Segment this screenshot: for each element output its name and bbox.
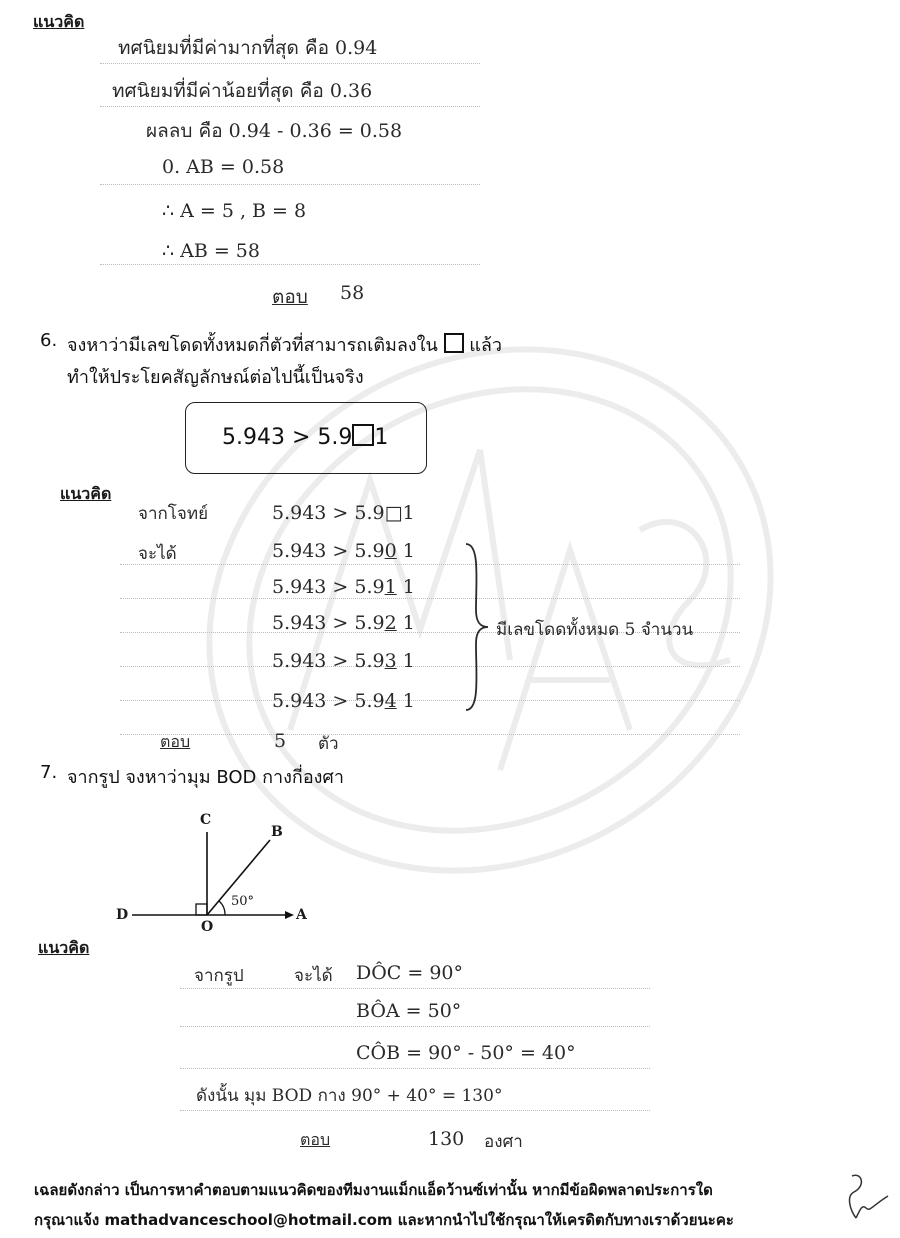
question-text <box>67 330 502 359</box>
question-text-part: แล้ว <box>469 335 503 356</box>
label-angle: 50° <box>231 894 255 909</box>
list-item <box>272 650 415 672</box>
label-o: O <box>201 919 214 935</box>
row-digit: 3 <box>384 650 397 672</box>
divider <box>120 598 740 599</box>
section-heading: แนวคิด <box>60 484 112 503</box>
ab-result-line: ∴ AB = 58 <box>162 240 260 262</box>
divider <box>120 734 740 735</box>
boxed-equation-left: 5.943 > 5.9 <box>222 425 353 450</box>
brace-note: มีเลขโดดทั้งหมด 5 จำนวน <box>496 620 694 640</box>
divider <box>100 264 480 265</box>
divider <box>100 63 480 64</box>
answer-value: 58 <box>340 282 365 304</box>
signature-icon <box>832 1170 892 1230</box>
divider <box>120 666 740 667</box>
list-item <box>272 576 415 598</box>
from-problem-label: จากโจทย์ <box>138 504 209 524</box>
row-right: 1 <box>402 612 415 634</box>
row-right: 1 <box>402 576 415 598</box>
equation-boa: BÔA = 50° <box>356 1000 462 1022</box>
row-digit: 4 <box>384 690 397 712</box>
equation-bod: ดังนั้น มุม BOD กาง 90° + 40° = 130° <box>196 1086 503 1106</box>
row-left: 5.943 > 5.9 <box>272 650 385 672</box>
row-left: 5.943 > 5.9 <box>272 690 385 712</box>
section-heading: แนวคิด <box>33 12 85 31</box>
label-a: A <box>296 907 307 923</box>
answer-unit: ตัว <box>318 734 339 754</box>
boxed-equation-right: 1 <box>374 425 389 450</box>
divider <box>100 106 480 107</box>
question-text: จากรูป จงหาว่ามุม BOD กางกี่องศา <box>67 767 344 788</box>
footer-contact: กรุณาแจ้ง mathadvanceschool@hotmail.com และหากนำไปใช้กรุณาให้เครดิตกับทางเราด้วยนะคะ <box>34 1211 734 1229</box>
row-digit: 1 <box>384 576 397 598</box>
row-right: 1 <box>402 650 415 672</box>
row-left: 5.943 > 5.9 <box>272 612 385 634</box>
label-c: C <box>200 812 212 828</box>
max-decimal-line: ทศนิยมที่มีค่ามากที่สุด คือ 0.94 <box>118 37 378 59</box>
list-item <box>272 690 415 712</box>
values-line: ∴ A = 5 , B = 8 <box>162 200 307 222</box>
given-equation: 5.943 > 5.9□1 <box>272 502 415 524</box>
blank-box-icon <box>444 333 464 353</box>
answer-label: ตอบ <box>300 1130 331 1149</box>
min-decimal-line: ทศนิยมที่มีค่าน้อยที่สุด คือ 0.36 <box>112 80 373 102</box>
difference-line: ผลลบ คือ 0.94 - 0.36 = 0.58 <box>146 120 403 142</box>
equation-doc: DÔC = 90° <box>356 962 464 984</box>
angle-figure <box>110 800 320 940</box>
question-number: 6. <box>40 330 58 351</box>
list-item <box>272 540 415 562</box>
answer-unit: องศา <box>484 1132 523 1152</box>
divider <box>120 700 740 701</box>
row-digit: 2 <box>384 612 397 634</box>
get-label: จะได้ <box>294 966 333 986</box>
row-left: 5.943 > 5.9 <box>272 540 385 562</box>
list-item <box>272 612 415 634</box>
get-label: จะได้ <box>138 544 177 564</box>
section-heading: แนวคิด <box>38 938 90 957</box>
divider <box>180 1026 650 1027</box>
row-right: 1 <box>402 690 415 712</box>
equation-cob: CÔB = 90° - 50° = 40° <box>356 1042 576 1064</box>
row-digit: 0 <box>384 540 397 562</box>
answer-value: 130 <box>428 1128 465 1150</box>
ab-equation-line: 0. AB = 0.58 <box>162 156 285 178</box>
divider <box>180 988 650 989</box>
label-d: D <box>116 907 129 923</box>
footer-disclaimer: เฉลยดังกล่าว เป็นการหาคำตอบตามแนวคิดของทีมงานแม็กแอ็ดว้านซ์เท่านั้น หากมีข้อผิดพลาดประการใด <box>34 1181 713 1199</box>
divider <box>100 184 480 185</box>
boxed-equation <box>222 424 388 450</box>
from-figure-label: จากรูป <box>194 966 244 986</box>
blank-box-icon <box>352 424 374 446</box>
divider <box>180 1110 650 1111</box>
question-text-part: จงหาว่ามีเลขโดดทั้งหมดกี่ตัวที่สามารถเติมลงใน <box>67 335 438 356</box>
divider <box>120 564 740 565</box>
row-right: 1 <box>402 540 415 562</box>
answer-label: ตอบ <box>160 732 191 751</box>
question-number: 7. <box>40 762 58 783</box>
label-b: B <box>271 824 283 840</box>
answer-value: 5 <box>274 730 287 752</box>
row-left: 5.943 > 5.9 <box>272 576 385 598</box>
divider <box>180 1068 650 1069</box>
answer-label: ตอบ <box>272 286 308 308</box>
question-text-line2: ทำให้ประโยคสัญลักษณ์ต่อไปนี้เป็นจริง <box>67 367 364 388</box>
right-brace-icon <box>462 540 492 714</box>
